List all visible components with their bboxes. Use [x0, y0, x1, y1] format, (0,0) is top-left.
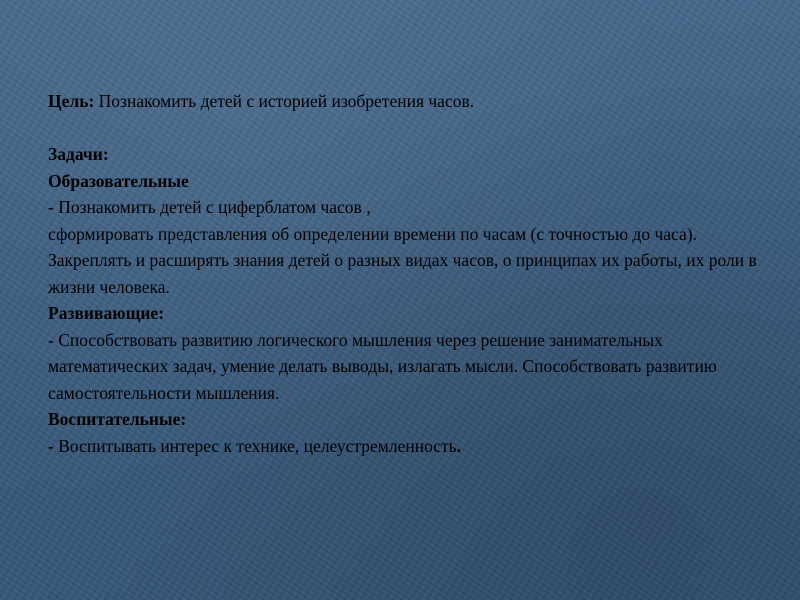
educational-body: сформировать представления об определении времени по часам (с точностью до часа). Закреплять и расширять знания детей о разных видах часов, о принципах их работы, их роли в жизни человека.	[48, 223, 757, 297]
upbringing-body: Воспитывать интерес к технике, целеустремленность	[53, 435, 457, 456]
educational-line1: Познакомить детей с циферблатом часов ,	[53, 197, 371, 217]
goal-line	[48, 88, 768, 115]
goal-label: Цель:	[48, 91, 95, 111]
educational-heading-text: Образовательные	[48, 170, 189, 191]
tasks-heading	[48, 141, 768, 168]
developmental-body: - Способствовать развитию логического мышления через решение занимательных математических задач, умение делать выводы, излагать мысли. Способствовать развитию самостоятельности мышления.	[48, 329, 717, 403]
upbringing-heading	[48, 406, 768, 433]
upbringing-period: .	[456, 435, 462, 456]
upbringing-heading-text: Воспитательные:	[48, 409, 187, 429]
upbringing-dash: -	[48, 435, 54, 456]
developmental-heading	[48, 300, 768, 327]
slide-content	[48, 88, 768, 459]
upbringing-line	[48, 433, 768, 460]
developmental-heading-text: Развивающие:	[48, 303, 165, 323]
tasks-heading-text: Задачи:	[48, 144, 109, 164]
educational-heading	[48, 168, 768, 195]
spacer	[48, 115, 768, 142]
educational-first-line	[48, 194, 768, 221]
educational-dash: -	[48, 197, 54, 217]
goal-text: Познакомить детей с историей изобретения часов.	[94, 91, 475, 111]
